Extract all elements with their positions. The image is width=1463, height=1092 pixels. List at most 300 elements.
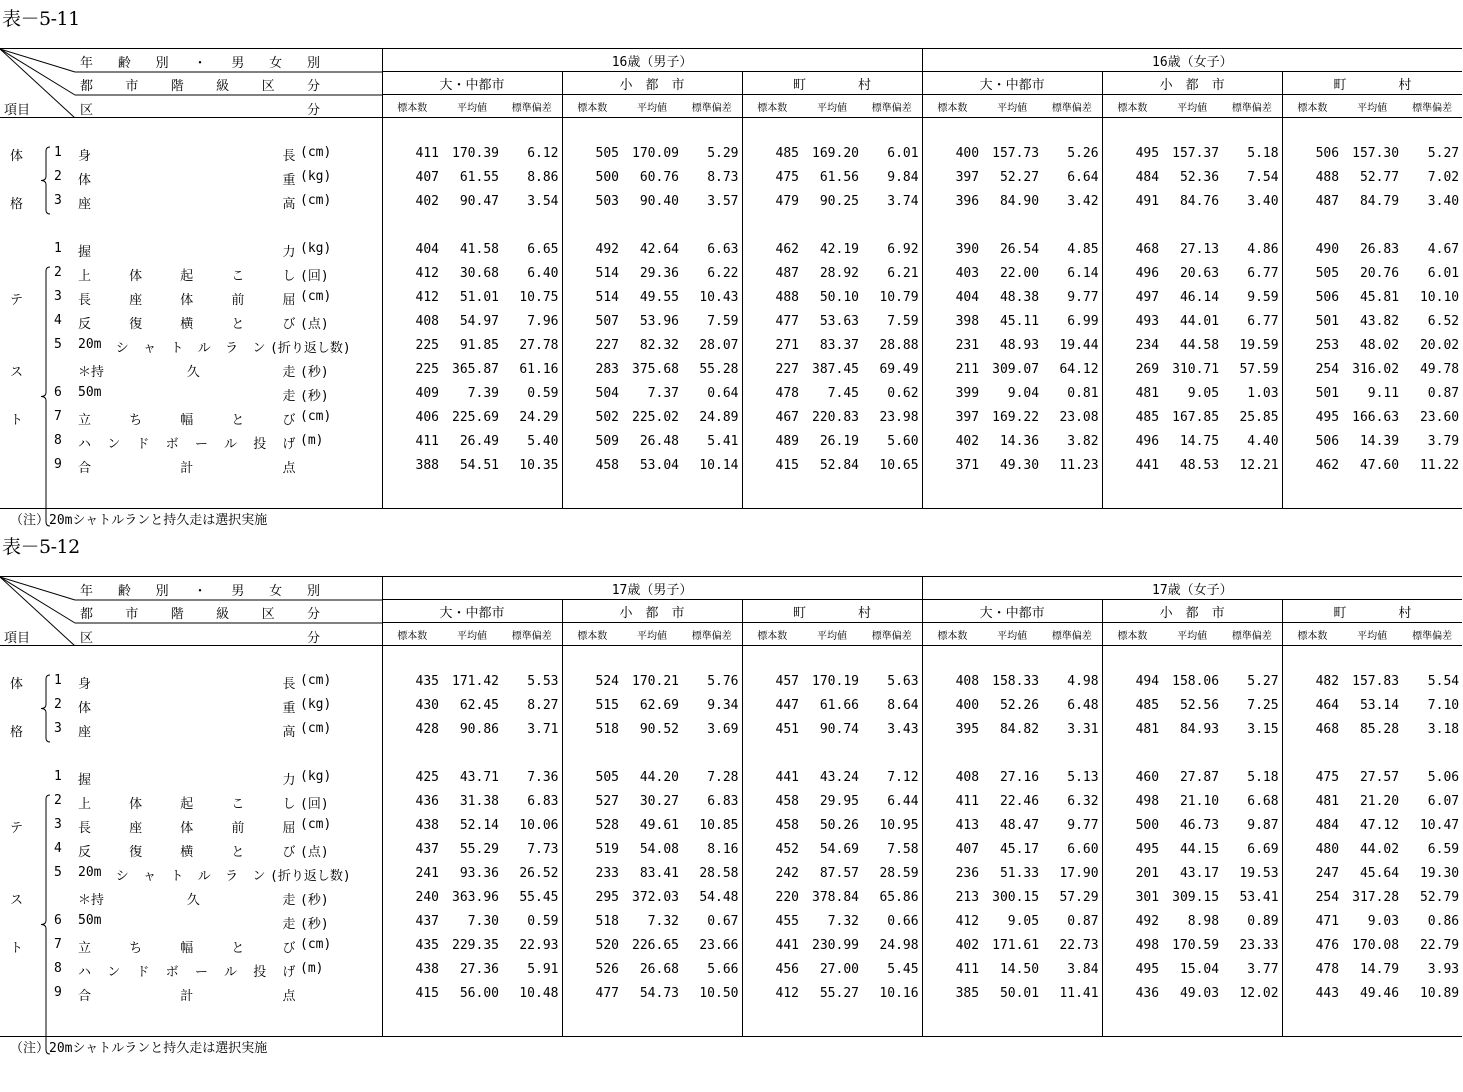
item-name-part: ラ	[225, 340, 239, 356]
value-cell: 402	[955, 938, 980, 953]
spacer-cell	[802, 118, 862, 142]
stat-header: 標本数	[922, 95, 982, 118]
item-name-part: ン	[107, 436, 121, 452]
value-cell: 22.93	[502, 934, 562, 958]
value-cell: 227	[775, 362, 799, 377]
value-cell: 435	[415, 674, 439, 689]
value-cell: 6.92	[862, 238, 922, 262]
value-cell: 476	[1315, 938, 1340, 953]
item-name	[78, 265, 296, 284]
item-name	[78, 337, 266, 356]
item-name-part: 身	[78, 676, 92, 692]
value-cell: 54.69	[819, 842, 859, 857]
city-group-header: 町 村	[742, 72, 922, 95]
value-cell: 428	[415, 722, 439, 737]
value-cell: 53.96	[639, 314, 679, 329]
stat-header: 標本数	[382, 95, 442, 118]
header-division	[80, 99, 320, 118]
value-cell: 12.02	[1222, 982, 1282, 1006]
value-cell	[802, 214, 862, 238]
value-cell: 167.85	[1172, 410, 1220, 425]
value-cell: 90.40	[639, 194, 679, 209]
value-cell: 64.12	[1042, 358, 1102, 382]
value-cell: 84.76	[1179, 194, 1220, 209]
value-cell: 48.38	[999, 290, 1040, 305]
value-cell: 11.22	[1419, 458, 1460, 473]
value-cell: 411	[955, 962, 980, 977]
item-name-part: と	[231, 844, 245, 860]
value-cell: 436	[1135, 986, 1160, 1001]
value-cell: 390	[955, 242, 980, 257]
item-name-part: 長	[78, 820, 92, 836]
spacer-cell	[382, 118, 442, 142]
item-name-part: 力	[282, 772, 296, 788]
value-cell: 447	[775, 698, 799, 713]
item-name-part: げ	[282, 964, 296, 980]
value-cell: 7.32	[827, 914, 859, 929]
header-char: 分	[306, 607, 320, 622]
value-cell: 9.05	[1187, 386, 1220, 401]
spacer-cell	[502, 118, 562, 142]
header-char: ・	[193, 584, 207, 599]
item-name-part: び	[282, 412, 296, 428]
tail-cell	[622, 1006, 682, 1037]
value-cell: 10.14	[682, 454, 742, 478]
value-cell: 464	[1315, 698, 1340, 713]
value-cell: 479	[775, 194, 799, 209]
value-cell: 491	[1135, 194, 1160, 209]
value-cell: 500	[595, 170, 619, 185]
item-name-part: 合	[78, 460, 92, 476]
item-name-part: 長	[282, 676, 296, 692]
value-cell: 29.95	[819, 794, 859, 809]
value-cell: 43.17	[1179, 866, 1220, 881]
value-cell: 477	[595, 986, 619, 1001]
value-cell	[1162, 742, 1222, 766]
value-cell: 28.07	[682, 334, 742, 358]
value-cell: 6.14	[1042, 262, 1102, 286]
value-cell: 490	[1315, 242, 1340, 257]
item-number: 9	[54, 456, 62, 472]
spacer-cell	[982, 646, 1042, 670]
spacer-cell	[622, 118, 682, 142]
tail-cell	[1222, 478, 1282, 509]
value-cell: 409	[415, 386, 439, 401]
value-cell: 51.33	[999, 866, 1040, 881]
value-cell: 90.86	[459, 722, 499, 737]
value-cell	[1402, 742, 1462, 766]
value-cell: 506	[1315, 290, 1340, 305]
value-cell: 10.06	[502, 814, 562, 838]
table-row	[0, 334, 1462, 358]
header-char: 分	[306, 103, 320, 118]
value-cell: 170.19	[812, 674, 859, 689]
value-cell	[382, 214, 442, 238]
value-cell: 514	[595, 266, 619, 281]
value-cell: 3.77	[1222, 958, 1282, 982]
stat-header: 平均値	[622, 95, 682, 118]
value-cell: 7.28	[682, 766, 742, 790]
value-cell: 220	[775, 890, 799, 905]
value-cell: 169.22	[992, 410, 1040, 425]
value-cell: 477	[775, 314, 799, 329]
value-cell: 6.77	[1222, 310, 1282, 334]
value-cell	[1162, 214, 1222, 238]
value-cell: 52.27	[999, 170, 1040, 185]
value-cell: 0.59	[502, 382, 562, 406]
value-cell: 213	[955, 890, 980, 905]
spacer-cell	[862, 646, 922, 670]
tail-cell	[922, 1006, 982, 1037]
item-number: 2	[54, 264, 62, 280]
value-cell: 485	[775, 146, 799, 161]
value-cell: 50.01	[999, 986, 1040, 1001]
item-unit: (cm)	[300, 816, 332, 832]
value-cell: 387.45	[812, 362, 859, 377]
item-name-part: こ	[231, 796, 245, 812]
value-cell: 495	[1135, 842, 1160, 857]
value-cell: 49.61	[639, 818, 679, 833]
value-cell: 230.99	[812, 938, 859, 953]
value-cell	[1042, 742, 1102, 766]
value-cell: 527	[595, 794, 619, 809]
item-name	[78, 169, 296, 188]
value-cell: 22.46	[999, 794, 1040, 809]
value-cell: 170.39	[452, 146, 499, 161]
item-name-part: 復	[129, 316, 143, 332]
header-char: 別	[306, 584, 320, 599]
value-cell: 158.33	[992, 674, 1040, 689]
value-cell: 7.96	[502, 310, 562, 334]
item-unit: (cm)	[300, 192, 332, 208]
stat-header: 標本数	[742, 95, 802, 118]
item-number: 6	[54, 912, 62, 928]
spacer-cell	[1042, 118, 1102, 142]
item-name-part: と	[231, 412, 245, 428]
item-unit: (折り返し数)	[270, 868, 351, 884]
stat-header: 平均値	[802, 623, 862, 646]
value-cell: 49.30	[999, 458, 1040, 473]
stat-header: 標本数	[742, 623, 802, 646]
value-cell: 502	[595, 410, 619, 425]
item-name-part: 体	[78, 172, 92, 188]
spacer-cell	[742, 646, 802, 670]
value-cell: 451	[775, 722, 799, 737]
item-name-part: ー	[194, 964, 208, 980]
value-cell: 9.87	[1222, 814, 1282, 838]
value-cell	[622, 214, 682, 238]
value-cell: 400	[955, 698, 980, 713]
value-cell: 8.16	[682, 838, 742, 862]
item-name-part: 力	[282, 244, 296, 260]
item-unit: (cm)	[300, 936, 332, 952]
value-cell: 310.71	[1172, 362, 1220, 377]
tail-cell	[682, 1006, 742, 1037]
value-cell: 0.89	[1222, 910, 1282, 934]
item-name-part: 身	[78, 148, 92, 164]
value-cell: 518	[595, 722, 619, 737]
tail-cell	[382, 478, 442, 509]
item-unit: (cm)	[300, 288, 332, 304]
value-cell: 52.77	[1359, 170, 1400, 185]
table-row	[0, 886, 1462, 910]
value-cell: 9.77	[1042, 286, 1102, 310]
value-cell: 23.60	[1419, 410, 1460, 425]
item-number: 2	[54, 792, 62, 808]
tail-cell	[1282, 1006, 1342, 1037]
value-cell: 10.95	[862, 814, 922, 838]
value-cell: 90.25	[819, 194, 859, 209]
value-cell: 7.45	[827, 386, 859, 401]
brace-icon	[41, 267, 50, 526]
age-male-header: 17歳（男子）	[382, 577, 922, 600]
value-cell: 61.66	[819, 698, 859, 713]
value-cell: 27.00	[819, 962, 859, 977]
value-cell	[982, 742, 1042, 766]
spacer-cell	[1222, 646, 1282, 670]
value-cell	[562, 742, 622, 766]
item-name-part: 起	[180, 268, 194, 284]
value-cell: 27.36	[459, 962, 499, 977]
value-cell: 496	[1135, 266, 1160, 281]
value-cell	[982, 214, 1042, 238]
value-cell: 6.60	[1042, 838, 1102, 862]
value-cell: 9.34	[682, 694, 742, 718]
item-name-part: ち	[129, 412, 143, 428]
value-cell	[862, 742, 922, 766]
item-name	[78, 937, 296, 956]
item-name-part: 立	[78, 412, 92, 428]
spacer-cell	[1402, 646, 1462, 670]
value-cell: 254	[1315, 362, 1340, 377]
value-cell: 44.58	[1179, 338, 1220, 353]
spacer-cell	[502, 646, 562, 670]
item-name-part: ャ	[143, 340, 157, 356]
item-name-part: ＊持	[78, 892, 105, 908]
value-cell: 54.48	[682, 886, 742, 910]
item-name-part: ち	[129, 940, 143, 956]
item-name-part: 上	[78, 796, 92, 812]
stat-header: 標準偏差	[862, 623, 922, 646]
value-cell: 22.00	[999, 266, 1040, 281]
item-name-part: び	[282, 316, 296, 332]
item-name-part: 20m	[78, 336, 102, 352]
value-cell: 412	[415, 266, 439, 281]
value-cell: 84.82	[999, 722, 1040, 737]
table-row	[0, 310, 1462, 334]
value-cell: 53.14	[1359, 698, 1400, 713]
item-unit: (秒)	[300, 892, 329, 908]
value-cell: 241	[415, 866, 439, 881]
item-name-part: 長	[78, 292, 92, 308]
value-cell: 3.42	[1042, 190, 1102, 214]
value-cell: 44.15	[1179, 842, 1220, 857]
value-cell: 411	[955, 794, 980, 809]
value-cell: 28.59	[862, 862, 922, 886]
item-name-part: 座	[129, 292, 143, 308]
value-cell: 6.12	[502, 142, 562, 166]
value-cell	[742, 214, 802, 238]
table-row	[0, 262, 1462, 286]
value-cell: 254	[1315, 890, 1340, 905]
header-city-class	[80, 75, 320, 94]
item-name-part: シ	[115, 868, 129, 884]
group-label: 体	[10, 676, 24, 692]
city-group-header: 大・中都市	[922, 600, 1102, 623]
header-char: ・	[193, 56, 207, 71]
item-unit: (点)	[300, 844, 329, 860]
value-cell: 300.15	[992, 890, 1040, 905]
spacer-cell	[802, 646, 862, 670]
value-cell	[1342, 214, 1402, 238]
value-cell	[922, 214, 982, 238]
value-cell: 27.16	[999, 770, 1040, 785]
value-cell: 54.51	[459, 458, 499, 473]
value-cell: 7.54	[1222, 166, 1282, 190]
value-cell: 9.05	[1007, 914, 1040, 929]
value-cell: 524	[595, 674, 619, 689]
value-cell	[1102, 214, 1162, 238]
item-name-part: ル	[224, 436, 238, 452]
value-cell: 27.87	[1179, 770, 1220, 785]
table-row	[0, 790, 1462, 814]
value-cell: 53.04	[639, 458, 679, 473]
value-cell: 5.76	[682, 670, 742, 694]
value-cell: 3.79	[1427, 434, 1460, 449]
value-cell: 7.37	[647, 386, 679, 401]
value-cell: 45.81	[1359, 290, 1400, 305]
header-char: 区	[261, 79, 275, 94]
item-name-part: 高	[282, 196, 296, 212]
corner-header	[0, 49, 382, 118]
value-cell: 45.64	[1359, 866, 1400, 881]
value-cell: 480	[1315, 842, 1340, 857]
item-unit: (kg)	[300, 168, 332, 184]
table-row	[0, 382, 1462, 406]
value-cell: 4.67	[1427, 242, 1460, 257]
value-cell: 498	[1135, 938, 1160, 953]
header-char: 年	[80, 56, 94, 71]
value-cell: 506	[1315, 146, 1340, 161]
header-city-class	[80, 603, 320, 622]
value-cell: 475	[1315, 770, 1340, 785]
item-unit: (秒)	[300, 388, 329, 404]
value-cell: 225	[415, 362, 439, 377]
value-cell: 408	[955, 674, 980, 689]
spacer-cell	[442, 646, 502, 670]
item-name-part: 合	[78, 988, 92, 1004]
item-name-part: ト	[170, 340, 184, 356]
group-label: 格	[10, 724, 24, 740]
value-cell: 481	[1315, 794, 1340, 809]
group-label: 体	[10, 148, 24, 164]
tail-cell	[1402, 1006, 1462, 1037]
group-label: テ	[10, 820, 24, 836]
city-group-header: 小 都 市	[1102, 600, 1282, 623]
spacer-cell	[1042, 646, 1102, 670]
value-cell: 93.36	[459, 866, 499, 881]
value-cell: 3.74	[862, 190, 922, 214]
value-cell: 170.08	[1352, 938, 1400, 953]
item-name	[78, 697, 296, 716]
value-cell: 57.29	[1042, 886, 1102, 910]
item-name-part: 横	[180, 316, 194, 332]
value-cell: 484	[1135, 170, 1160, 185]
value-cell: 5.27	[1222, 670, 1282, 694]
value-cell: 412	[775, 986, 799, 1001]
value-cell: 57.59	[1222, 358, 1282, 382]
value-cell: 12.21	[1222, 454, 1282, 478]
tail-cell	[742, 1006, 802, 1037]
value-cell: 49.03	[1179, 986, 1220, 1001]
value-cell: 158.06	[1172, 674, 1220, 689]
item-name-part: 復	[129, 844, 143, 860]
value-cell: 478	[775, 386, 799, 401]
item-name-part: 50m	[78, 912, 102, 928]
item-name-part: と	[231, 316, 245, 332]
item-name-part: 握	[78, 244, 92, 260]
value-cell: 7.36	[502, 766, 562, 790]
footnote: （注）20mシャトルランと持久走は選択実施	[10, 513, 268, 528]
table-row	[0, 718, 1462, 742]
city-group-header: 町 村	[742, 600, 922, 623]
item-name	[78, 769, 296, 788]
value-cell: 26.54	[999, 242, 1040, 257]
value-cell: 7.02	[1427, 170, 1460, 185]
value-cell: 5.18	[1222, 766, 1282, 790]
header-char: 都	[80, 607, 94, 622]
spacer-cell	[1102, 646, 1162, 670]
item-name-part: 反	[78, 316, 92, 332]
spacer-cell	[682, 118, 742, 142]
header-char: 都	[80, 79, 94, 94]
value-cell: 458	[775, 818, 799, 833]
value-cell: 45.11	[999, 314, 1040, 329]
value-cell: 170.09	[632, 146, 679, 161]
value-cell: 436	[415, 794, 439, 809]
value-cell: 61.56	[819, 170, 859, 185]
item-number: 5	[54, 336, 62, 352]
table-row	[0, 430, 1462, 454]
value-cell: 5.06	[1427, 770, 1460, 785]
value-cell: 518	[595, 914, 619, 929]
header-char: 女	[269, 584, 283, 599]
item-name-part: び	[282, 940, 296, 956]
value-cell: 528	[595, 818, 619, 833]
item-name-part: 投	[253, 964, 267, 980]
value-cell: 458	[775, 794, 799, 809]
value-cell: 82.32	[639, 338, 679, 353]
value-cell: 14.36	[999, 434, 1040, 449]
value-cell: 496	[1135, 434, 1160, 449]
group-label: ト	[10, 412, 24, 428]
item-name-part: 体	[180, 820, 194, 836]
tail-cell	[442, 478, 502, 509]
spacer-cell	[0, 646, 382, 670]
table-row	[0, 406, 1462, 430]
value-cell: 5.66	[682, 958, 742, 982]
value-cell: 52.14	[459, 818, 499, 833]
value-cell: 25.85	[1222, 406, 1282, 430]
value-cell: 14.39	[1359, 434, 1400, 449]
tail-cell	[1162, 1006, 1222, 1037]
value-cell: 24.98	[862, 934, 922, 958]
item-name-part: 屈	[282, 292, 296, 308]
value-cell: 455	[775, 914, 799, 929]
value-cell: 24.89	[682, 406, 742, 430]
value-cell: 3.15	[1222, 718, 1282, 742]
value-cell: 90.47	[459, 194, 499, 209]
